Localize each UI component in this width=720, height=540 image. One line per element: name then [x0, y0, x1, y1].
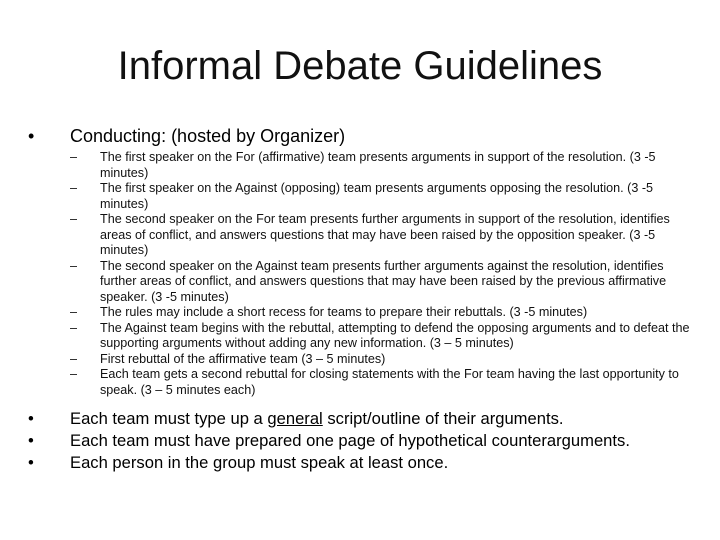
dash-marker: –	[70, 258, 78, 273]
sub-bullet-list	[70, 150, 690, 398]
bullet-text: Each team must have prepared one page of hypothetical counterarguments.	[70, 431, 630, 450]
list-item-text: First rebuttal of the affirmative team (3 – 5 minutes)	[100, 351, 386, 366]
bottom-bullet-list	[28, 408, 708, 474]
dash-marker: –	[70, 320, 78, 335]
bullet-dot: •	[28, 126, 35, 146]
list-item	[70, 321, 690, 352]
slide-title: Informal Debate Guidelines	[117, 44, 603, 88]
main-bullet-text: Conducting: (hosted by Organizer)	[70, 126, 346, 146]
dash-marker: –	[70, 212, 78, 226]
list-item	[70, 367, 690, 398]
list-item	[70, 259, 690, 306]
bullet-text-before: Each team must type up a	[70, 409, 268, 428]
dash-marker: –	[70, 181, 78, 195]
list-item	[28, 452, 708, 474]
list-item-text: The rules may include a short recess for teams to prepare their rebuttals. (3 -5 minutes)	[100, 305, 588, 319]
list-item	[70, 212, 690, 259]
list-item-text: The second speaker on the Against team presents further arguments against the resolution, identifies further areas of conflict, and answers questions that may have been raised by the previous affirmative speaker. (3 -5 minutes)	[100, 258, 667, 304]
underlined-word: general	[267, 409, 323, 428]
bullet-dot: •	[28, 431, 34, 450]
bullet-dot: •	[28, 453, 34, 472]
dash-marker: –	[70, 150, 78, 164]
list-item	[70, 352, 690, 368]
dash-marker: –	[70, 305, 78, 319]
list-item-text: Each team gets a second rebuttal for closing statements with the For team having the last opportunity to speak. (3 – 5 minutes each)	[100, 367, 679, 397]
bullet-dot: •	[28, 409, 34, 428]
list-item	[28, 408, 708, 430]
bullet-text-after: script/outline of their arguments.	[322, 409, 564, 428]
list-item-text: The first speaker on the Against (opposing) team presents arguments opposing the resolution. (3 -5 minutes)	[100, 181, 654, 211]
list-item-text: The Against team begins with the rebuttal, attempting to defend the opposing arguments and to defeat the supporting arguments without adding any new information. (3 – 5 minutes)	[100, 320, 690, 350]
bullet-text: Each person in the group must speak at least once.	[70, 453, 449, 472]
list-item	[70, 181, 690, 212]
dash-marker: –	[70, 351, 78, 366]
list-item	[70, 150, 690, 181]
dash-marker: –	[70, 367, 78, 381]
list-item	[70, 305, 690, 321]
list-item-text: The first speaker on the For (affirmative) team presents arguments in support of the resolution. (3 -5 minutes)	[100, 150, 656, 180]
list-item-text: The second speaker on the For team presents further arguments in support of the resolution, identifies areas of conflict, and answers questions that may have been raised by the opposition speaker. (3 -5 minutes)	[100, 212, 670, 257]
list-item	[28, 430, 708, 452]
